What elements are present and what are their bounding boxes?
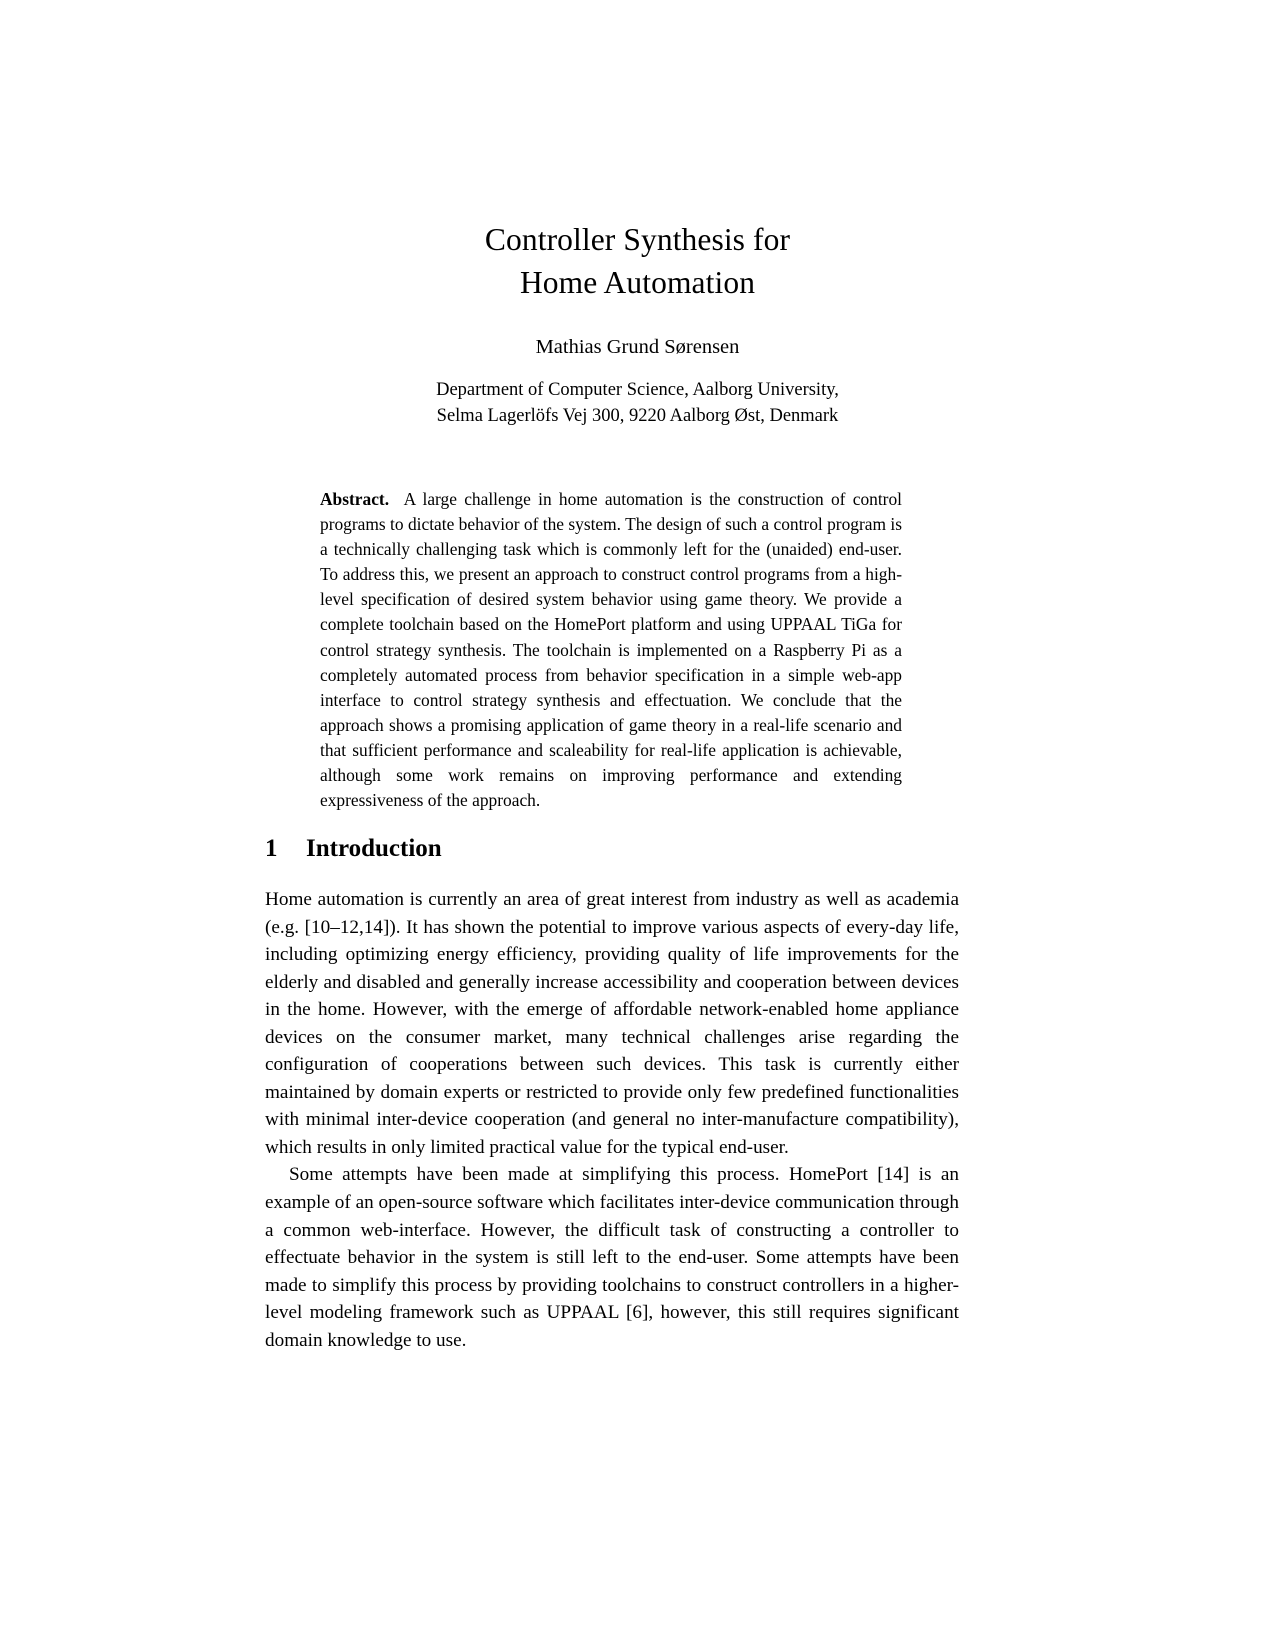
introduction-body xyxy=(265,886,959,1354)
paragraph: Some attempts have been made at simplifying this process. HomePort [14] is an example of an open-source software which facilitates inter-device communication through a common web-interface. However, the difficult task of constructing a controller to effectuate behavior in the system is still left to the end-user. Some attempts have been made to simplify this process by providing toolchains to construct controllers in a higher-level modeling framework such as UPPAAL [6], however, this still requires significant domain knowledge to use. xyxy=(265,1164,959,1351)
section-title: Introduction xyxy=(306,835,442,862)
paper-title-block xyxy=(0,218,1275,304)
title-line-2: Home Automation xyxy=(519,265,756,300)
abstract-body: A large challenge in home automation is the construction of control programs to dictate behavior of the system. The design of such a control program is a technically challenging task which is commonly left for the (unaided) end-user. To address this, we present an approach to construct control programs from a high-level specification of desired system behavior using game theory. We provide a complete toolchain based on the HomePort platform and using UPPAAL TiGa for control strategy synthesis. The toolchain is implemented on a Raspberry Pi as a completely automated process from behavior specification in a simple web-app interface to control strategy synthesis and effectuation. We conclude that the approach shows a promising application of game theory in a real-life scenario and that sufficient performance and scaleability for real-life application is achievable, although some work remains on improving performance and extending expressiveness of the approach. xyxy=(320,489,903,811)
affiliation-line-2: Selma Lagerlöfs Vej 300, 9220 Aalborg Øst, Denmark xyxy=(436,405,839,426)
section-number: 1 xyxy=(265,835,278,862)
abstract-section xyxy=(320,487,902,813)
abstract-heading: Abstract. xyxy=(320,489,390,509)
paragraph: Home automation is currently an area of great interest from industry as well as academia (e.g. [10–12,14]). It has shown the potential to improve various aspects of every-day life, including optimizing energy efficiency, providing quality of life improvements for the elderly and disabled and generally increase accessibility and cooperation between devices in the home. However, with the emerge of affordable network-enabled home appliance devices on the consumer market, many technical challenges arise regarding the configuration of cooperations between such devices. This task is currently either maintained by domain experts or restricted to provide only few predefined functionalities with minimal inter-device cooperation (and general no inter-manufacture compatibility), which results in only limited practical value for the typical end-user. xyxy=(265,889,959,1158)
author-affiliation xyxy=(0,378,1275,429)
author-name: Mathias Grund Sørensen xyxy=(535,336,740,358)
page-title xyxy=(0,218,1275,304)
section-heading-introduction xyxy=(265,833,442,865)
title-line-1: Controller Synthesis for xyxy=(484,222,791,257)
affiliation-line-1: Department of Computer Science, Aalborg University, xyxy=(436,380,839,400)
